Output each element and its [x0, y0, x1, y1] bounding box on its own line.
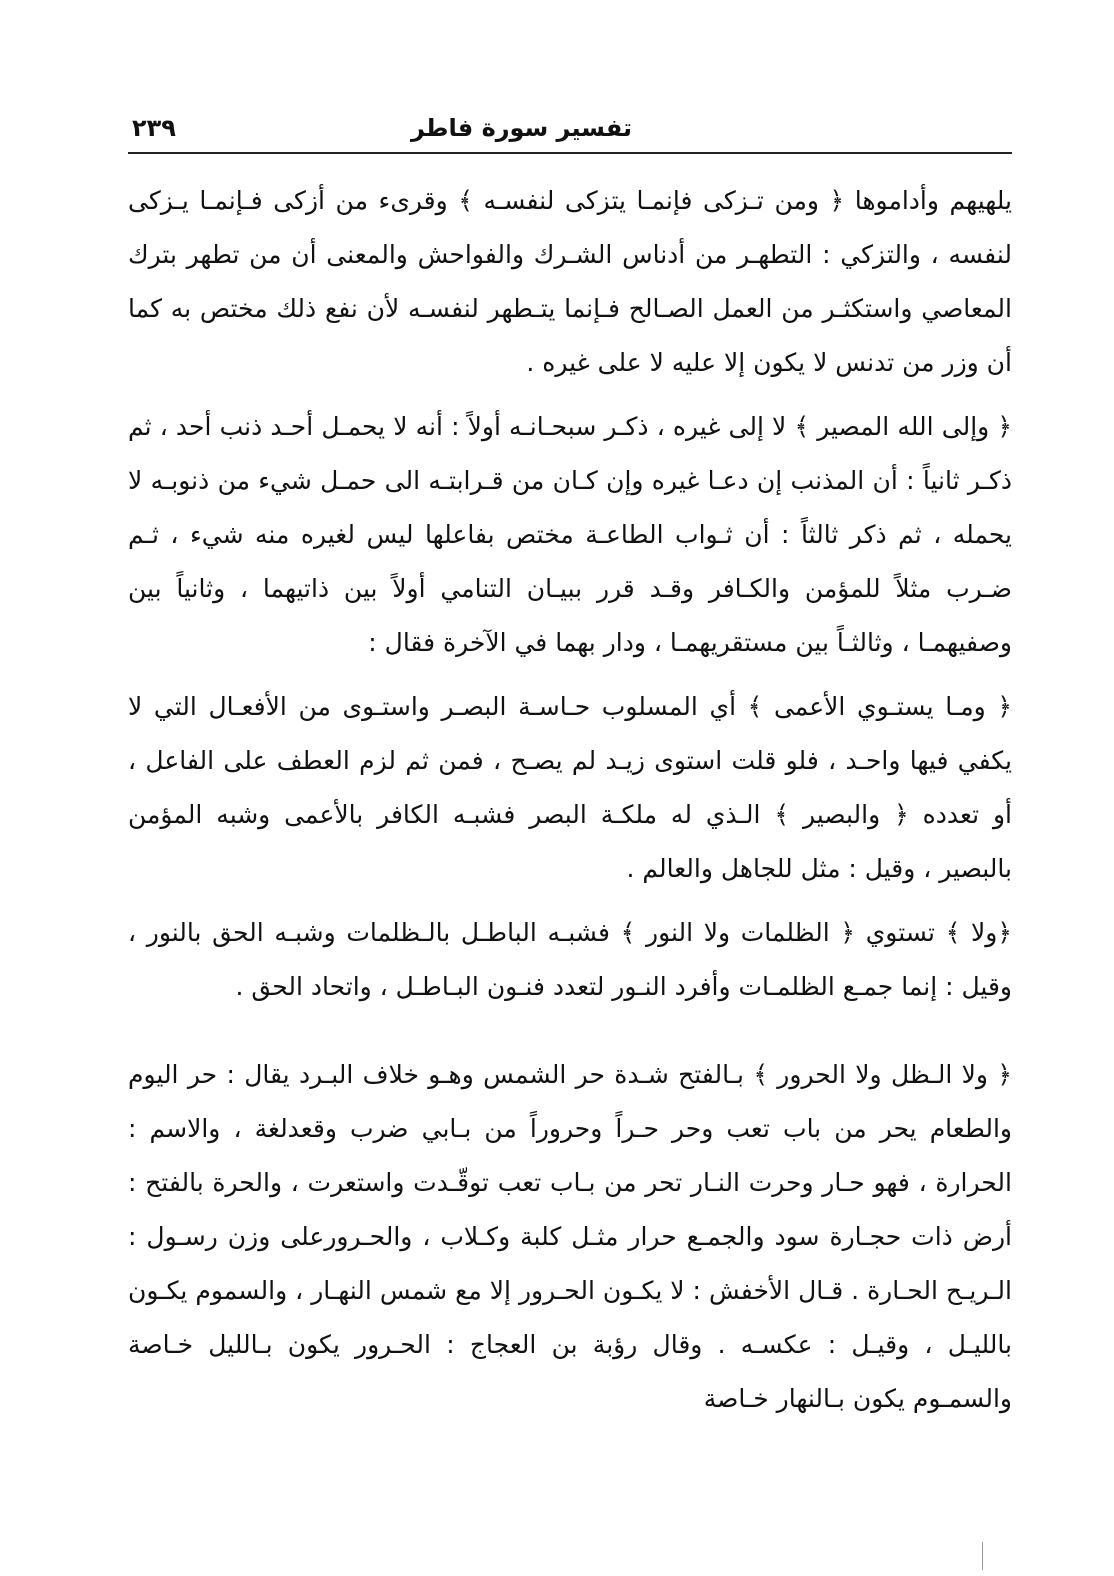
paragraph-2: ﴿ وإلى الله المصير ﴾ لا إلى غيره ، ذكـر سبحـانـه أولاً : أنه لا يحمـل أحـد ذنب أحد ، ثم ذكـر ثانياً : أن المذنب إن دعـا غيره وإن كـان من قـرابتـه الى حمـل شيء من ذنوبـه لا يحمله ، ثم ذكر ثالثاً : أن ثـواب الطاعـة مختص بفاعلها ليس لغيره منه شيء ، ثـم ضـرب مثلاً للمؤمن والكـافر وقـد قرر ببيـان التنامي أولاً بين ذاتيهما ، وثانياً بين وصفيهمـا ، وثالثـاً بين مستقريهمـا ، ودار بهما في الآخرة فقال : [128, 412, 1012, 657]
paragraph-1: يلهيهم وأداموها ﴿ ومن تـزكى فإنمـا يتزكى لنفسـه ﴾ وقرىء من أزكى فـإنمـا يـزكى لنفسه ، والتزكي : التطهـر من أدناس الشـرك والفواحش والمعنى أن من تطهر بترك المعاصي واستكثـر من العمل الصـالح فـإنما يتـطهر لنفسـه لأن نفع ذلك مختص به كما أن وزر من تدنس لا يكون إلا عليه لا على غيره . [128, 186, 1012, 377]
header-title: تفسير سورة فاطر [410, 114, 632, 142]
page-number: ٢٣٩ [132, 114, 176, 142]
paragraph-4: ﴿ولا ﴾ تستوي ﴿ الظلمات ولا النور ﴾ فشبـه الباطـل بالـظلمات وشبـه الحق بالنور ، وقيل : إنما جمـع الظلمـات وأفرد النـور لتعدد فنـون البـاطـل ، واتحاد الحق . [128, 918, 1012, 1001]
body-text [128, 174, 1012, 1426]
running-header [128, 108, 1012, 154]
paragraph-5: ﴿ ولا الـظل ولا الحرور ﴾ بـالفتح شـدة حر الشمس وهـو خلاف البـرد يقال : حر اليوم والطعام يحر من باب تعب وحر حـراً وحروراً من بـابي ضرب وقعدلغة ، والاسم : الحرارة ، فهو حـار وحرت النـار تحر من بـاب تعب توقّـدت واستعرت ، والحرة بالفتح : أرض ذات حجـارة سود والجمـع حرار مثـل كلبة وكـلاب ، والحـرورعلى وزن رسـول : الـريـح الحـارة . قـال الأخفش : لا يكـون الحـرور إلا مع شمس النهـار ، والسموم يكـون بالليـل ، وقيـل : عكسـه . وقال رؤبة بن العجاج : الحـرور يكون بـالليل خـاصة والسمـوم يكون بـالنهار خـاصة [128, 1060, 1012, 1413]
paragraph-3: ﴿ ومـا يستـوي الأعمى ﴾ أي المسلوب حـاسـة البصـر واستـوى من الأفعـال التي لا يكفي فيها واحـد ، فلو قلت استوى زيـد لم يصـح ، فمن ثم لزم العطف على الفاعل ، أو تعدده ﴿ والبصير ﴾ الـذي له ملكـة البصر فشبـه الكافر بالأعمى وشبه المؤمن بالبصير ، وقيل : مثل للجاهل والعالم . [128, 692, 1012, 883]
margin-line [982, 1542, 983, 1570]
